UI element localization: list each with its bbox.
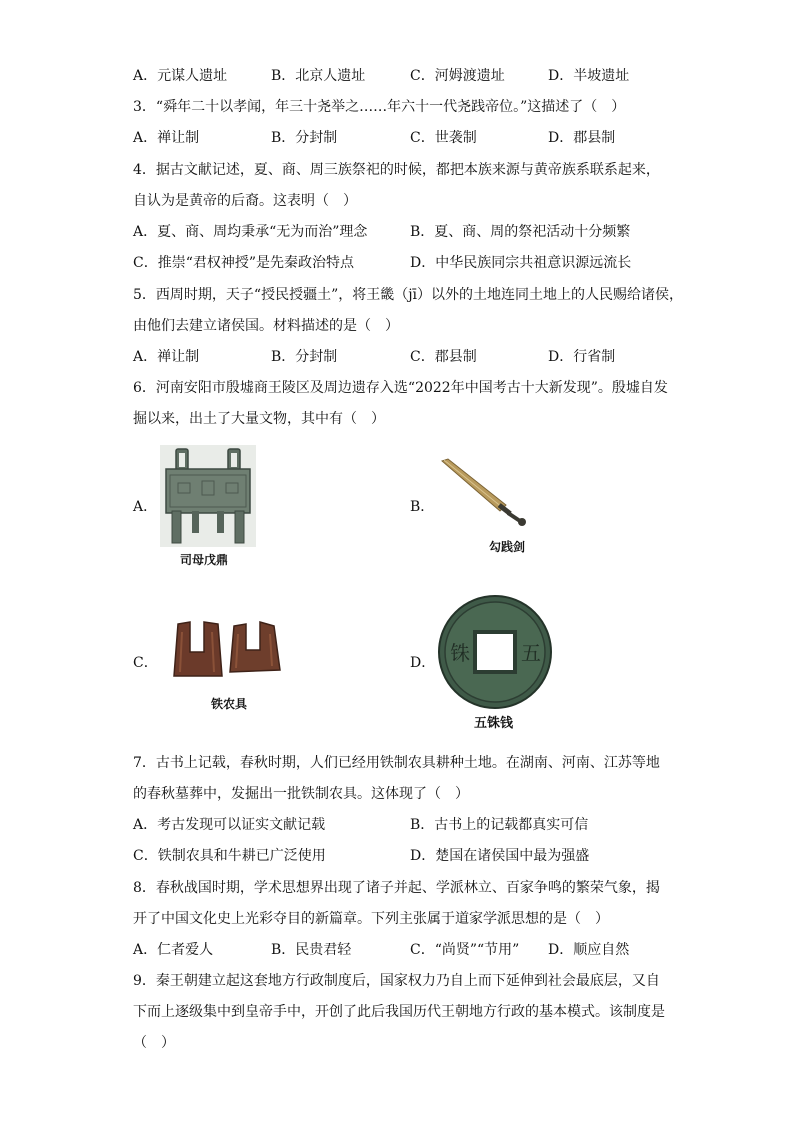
q5-option-d: D．行省制: [548, 349, 616, 365]
q4-option-d: D．中华民族同宗共祖意识源远流长: [410, 255, 632, 271]
caption-coin: 五铢钱: [474, 716, 514, 731]
q7-option-d: D．楚国在诸侯国中最为强盛: [410, 848, 590, 864]
q3-option-d: D．郡县制: [548, 130, 616, 146]
caption-iron-tools: 铁农具: [211, 697, 248, 711]
q3-option-b: B．分封制: [271, 130, 338, 146]
q4-stem-line2: 自认为是黄帝的后裔。这表明（ ）: [133, 193, 357, 209]
q9-stem-line3: （ ）: [133, 1035, 175, 1051]
q4-option-c: C．推崇“君权神授”是先秦政治特点: [133, 255, 355, 271]
q8-stem-line1: 8．春秋战国时期，学术思想界出现了诸子并起、学派林立、百家争鸣的繁荣气象，揭: [133, 880, 660, 896]
q5-stem-line1: 5．西周时期，天子“授民授疆土”，将王畿（jī）以外的土地连同土地上的人民赐给诸侯，: [133, 287, 684, 303]
q9-stem-line2: 下而上逐级集中到皇帝手中，开创了此后我国历代王朝地方行政的基本模式。该制度是: [133, 1004, 665, 1020]
iron-tools-image: [170, 618, 288, 682]
q5-option-c: C．郡县制: [410, 349, 477, 365]
q7-stem-line2: 的春秋墓葬中，发掘出一批铁制农具。这体现了（ ）: [133, 786, 469, 802]
q7-option-a: A．考古发现可以证实文献记载: [133, 817, 326, 833]
q5-option-a: A．禅让制: [133, 349, 200, 365]
q6-letter-d: D．: [410, 655, 436, 671]
q8-option-c: C．“尚贤”“节用”: [410, 942, 520, 958]
q5-stem-line2: 由他们去建立诸侯国。材料描述的是（ ）: [133, 318, 399, 334]
q4-stem-line1: 4．据古文献记述，夏、商、周三族祭祀的时候，都把本族来源与黄帝族系联系起来，: [133, 162, 660, 178]
q9-stem-line1: 9．秦王朝建立起这套地方行政制度后，国家权力乃自上而下延伸到社会最底层，又自: [133, 973, 660, 989]
caption-ding: 司母戊鼎: [180, 553, 229, 567]
sword-image: [436, 455, 532, 527]
q8-option-a: A．仁者爱人: [133, 942, 214, 958]
q3-stem: 3．“舜年二十以孝闻，年三十尧举之……年六十一代尧践帝位。”这描述了（ ）: [133, 99, 626, 115]
q8-option-b: B．民贵君轻: [271, 942, 352, 958]
q8-stem-line2: 开了中国文化史上光彩夺目的新篇章。下列主张属于道家学派思想的是（ ）: [133, 911, 609, 927]
q6-letter-c: C．: [133, 655, 158, 671]
q2-option-b: B．北京人遗址: [271, 68, 366, 84]
coin-char-left: 铢: [450, 641, 470, 665]
q6-letter-a: A．: [133, 499, 158, 515]
coin-image: [436, 594, 554, 710]
q4-option-a: A．夏、商、周均秉承“无为而治”理念: [133, 224, 368, 240]
ding-image: [160, 445, 256, 547]
q5-option-b: B．分封制: [271, 349, 338, 365]
q8-option-d: D．顺应自然: [548, 942, 630, 958]
caption-sword: 勾践剑: [489, 540, 526, 554]
q7-option-b: B．古书上的记载都真实可信: [410, 817, 589, 833]
q7-option-c: C．铁制农具和牛耕已广泛使用: [133, 848, 326, 864]
q2-option-c: C．河姆渡遗址: [410, 68, 505, 84]
q6-stem-line1: 6．河南安阳市殷墟商王陵区及周边遗存入选“2022年中国考古十大新发现”。殷墟自发: [133, 380, 668, 396]
q3-option-a: A．禅让制: [133, 130, 200, 146]
q6-letter-b: B．: [410, 499, 435, 515]
coin-char-right: 五: [521, 641, 541, 665]
q2-option-d: D．半坡遗址: [548, 68, 630, 84]
q6-stem-line2: 掘以来，出土了大量文物，其中有（ ）: [133, 411, 385, 427]
q3-option-c: C．世袭制: [410, 130, 477, 146]
q2-option-a: A．元谋人遗址: [133, 68, 228, 84]
q4-option-b: B．夏、商、周的祭祀活动十分频繁: [410, 224, 631, 240]
q7-stem-line1: 7．古书上记载，春秋时期，人们已经用铁制农具耕种土地。在湖南、河南、江苏等地: [133, 755, 660, 771]
